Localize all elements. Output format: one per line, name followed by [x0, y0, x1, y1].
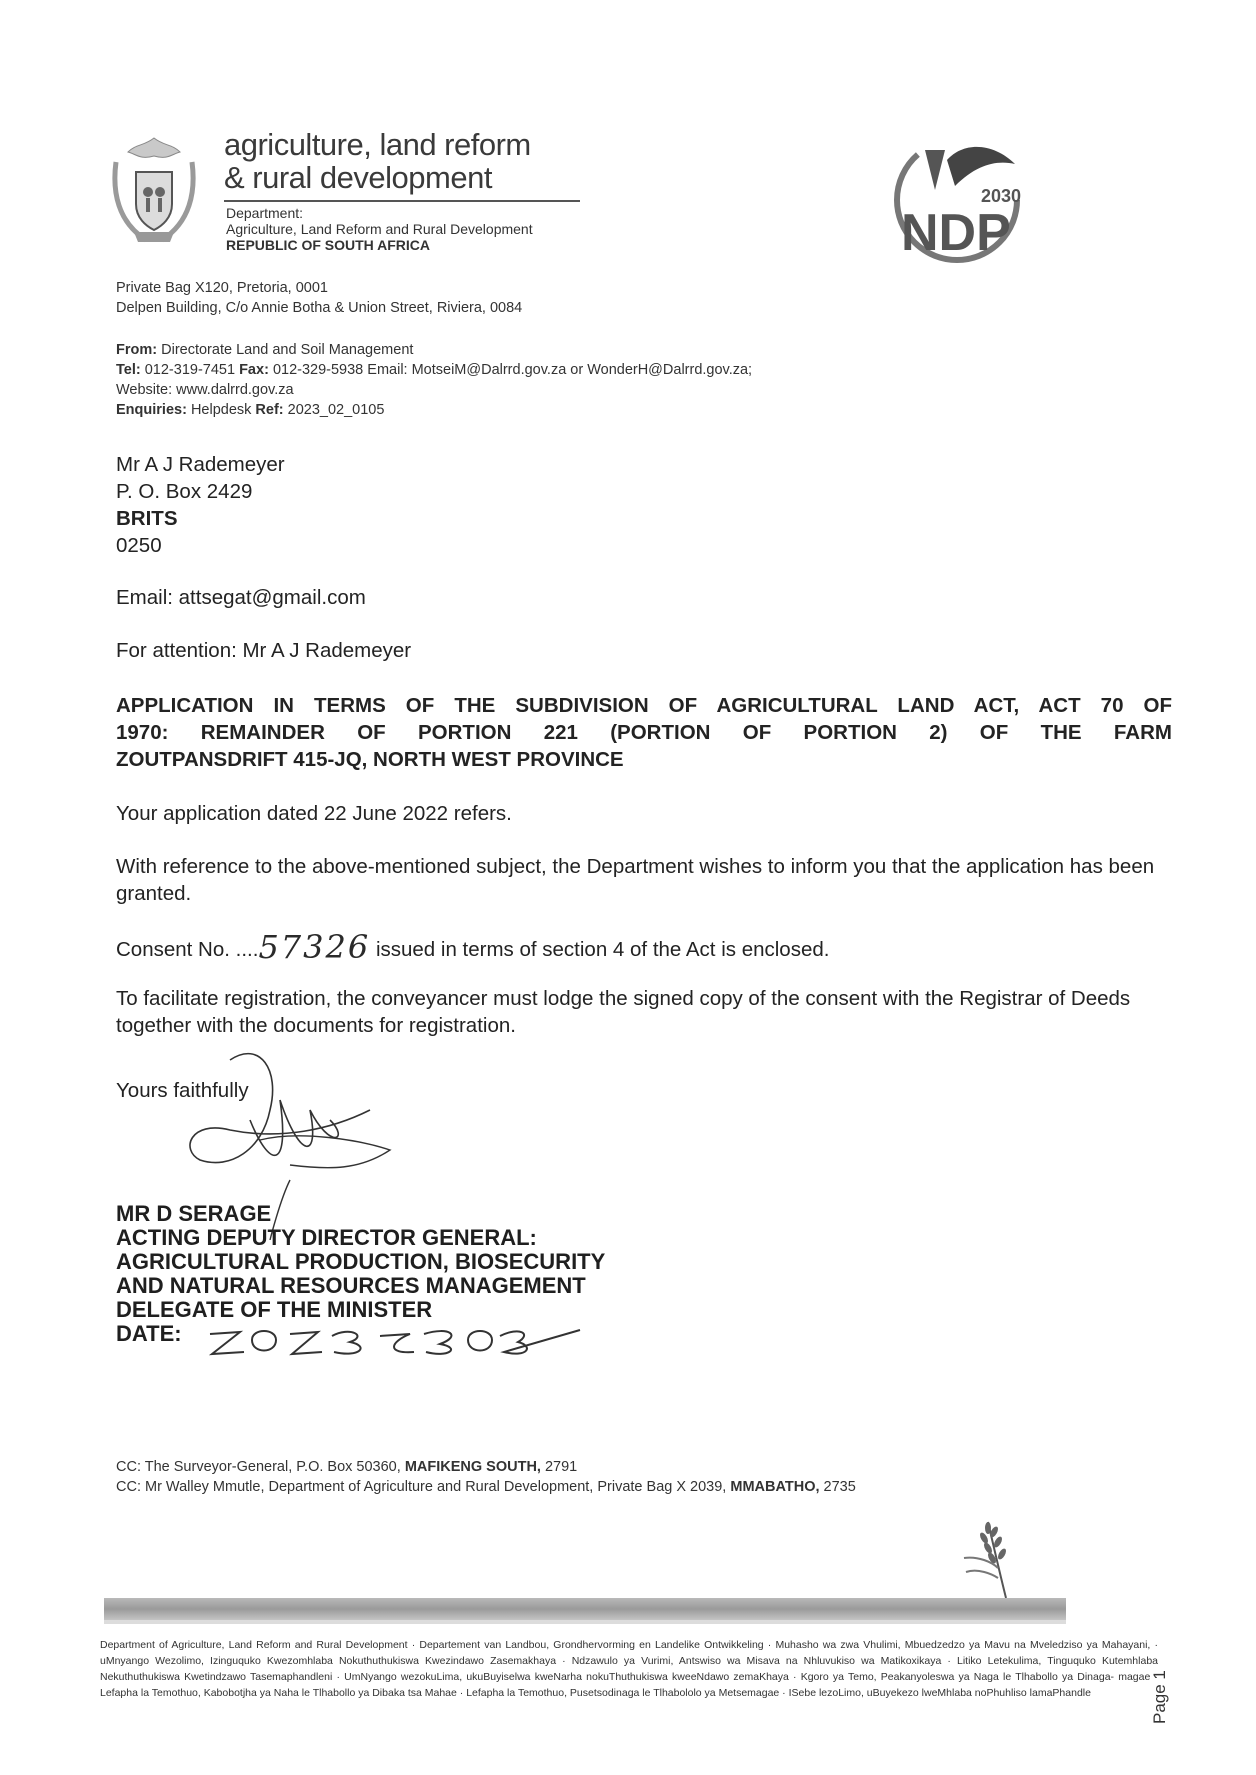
ndp-text: NDP: [901, 204, 1011, 262]
recipient-box: P. O. Box 2429: [116, 480, 253, 503]
recipient-name: Mr A J Rademeyer: [116, 453, 285, 476]
tel-fax-line: [116, 360, 752, 380]
letterhead-rule: [224, 200, 580, 202]
cc2-prefix: CC: Mr Walley Mmutle, Department of Agriculture and Rural Development, Private Bag X 2039,: [116, 1479, 727, 1495]
consent-line: [116, 928, 1172, 966]
ref-label: Ref:: [255, 402, 284, 418]
wheat-icon: [958, 1518, 1030, 1600]
tel-label: Tel:: [116, 362, 141, 378]
email-contacts: Email: MotseiM@Dalrrd.gov.za or WonderH@Dalrrd.gov.za;: [367, 362, 753, 378]
cc1-place: MAFIKENG SOUTH,: [404, 1459, 541, 1475]
website-line: Website: www.dalrrd.gov.za: [116, 382, 294, 398]
handwritten-date: [200, 1322, 590, 1362]
recipient-email: Email: attsegat@gmail.com: [116, 586, 366, 609]
signatory-title-4: DELEGATE OF THE MINISTER: [116, 1297, 433, 1322]
paragraph-granted: With reference to the above-mentioned subject, the Department wishes to inform you that the application has been granted.: [116, 855, 1155, 905]
department-full-name: Agriculture, Land Reform and Rural Development: [226, 221, 533, 237]
consent-suffix: issued in terms of section 4 of the Act is enclosed.: [375, 938, 830, 961]
department-name-line-2: & rural development: [224, 160, 492, 195]
department-label: Department:: [226, 205, 304, 221]
signatory-title-3: AND NATURAL RESOURCES MANAGEMENT: [116, 1273, 586, 1298]
recipient-town: BRITS: [116, 507, 178, 530]
signatory-title-2: AGRICULTURAL PRODUCTION, BIOSECURITY: [116, 1249, 606, 1274]
cc-surveyor-general: [116, 1457, 856, 1477]
paragraph-application-date: Your application dated 22 June 2022 refers.: [116, 802, 512, 825]
ndp-year: 2030: [981, 186, 1022, 206]
attention-line: For attention: Mr A J Rademeyer: [116, 639, 412, 662]
from-label: From:: [116, 342, 158, 358]
fax-label: Fax:: [239, 362, 269, 378]
fax-value: 012-329-5938: [272, 362, 364, 378]
cc-list: [116, 1457, 856, 1497]
subject-line-2: 1970: REMAINDER OF PORTION 221 (PORTION OF PORTION 2) OF THE FARM: [116, 721, 1172, 744]
coat-of-arms-logo: [106, 132, 202, 250]
paragraph-registration: To facilitate registration, the conveyancer must lodge the signed copy of the consent with the Registrar of Deeds together with the documents for registration.: [116, 987, 1131, 1037]
closing-salutation: Yours faithfully: [116, 1079, 249, 1102]
page-number-text: Page 1: [1150, 1670, 1169, 1724]
footer-band-underline: [104, 1620, 1066, 1624]
republic-label: REPUBLIC OF SOUTH AFRICA: [226, 237, 431, 253]
recipient-code: 0250: [116, 534, 162, 557]
cc1-code: 2791: [544, 1459, 578, 1475]
address-line-2: Delpen Building, C/o Annie Botha & Union Street, Riviera, 0084: [116, 300, 523, 316]
department-name-heading: [224, 128, 531, 194]
enquiries-label: Enquiries:: [116, 402, 187, 418]
department-name-line-1: agriculture, land reform: [224, 127, 531, 162]
ref-value: 2023_02_0105: [287, 402, 385, 418]
subject-line-1: APPLICATION IN TERMS OF THE SUBDIVISION OF AGRICULTURAL LAND ACT, ACT 70 OF: [116, 694, 1172, 717]
subject-heading: [116, 692, 1172, 773]
address-line-1: Private Bag X120, Pretoria, 0001: [116, 280, 328, 296]
consent-number: 57326: [258, 928, 371, 966]
footer-band: [104, 1598, 1066, 1620]
subject-line-3: ZOUTPANSDRIFT 415-JQ, NORTH WEST PROVINCE: [116, 748, 624, 771]
cc-mmutle: [116, 1477, 856, 1497]
from-value: Directorate Land and Soil Management: [161, 342, 414, 358]
enquiries-value: Helpdesk: [190, 402, 252, 418]
postal-address: [116, 278, 522, 318]
recipient-address: [116, 451, 1172, 559]
footer-multilingual-text: Department of Agriculture, Land Reform and Rural Development · Departement van Landbou, Grondhervorming en Landelike Ontwikkeling · Muhasho wa zwa Vhulimi, Mbuedzedzo ya Mavu na Mveledziso ya Mahayani, · uMnyango Wezolimo, Izinguquko Kwezomhlaba Nokuthuthukiswa Kwezindawo Zasemakhaya · Ndzawulo ya Vurimi, Antswiso wa Misava na Nhluvukiso wa Matikoxikaya · Litiko Letekulima, Tinguquko Kutemhlaba Nekuthuthukiswa Kwetindzawo Tasemaphandleni · UmNyango wezokuLima, ukuBuyiselwa kweNarha nokuThuthukiswa kweeNdawo zemaKhaya · Kgoro ya Temo, Peakanyoleswa ya Naga le Tlhabollo ya Dinaga- magae · Lefapha la Temothuo, Kabobotjha ya Naha le Tlhabollo ya Dibaka tsa Mahae · Lefapha la Temothuo, Pusetsodinaga le Tlhabololo ya Metsemagae · ISebe lezoLimo, uBuyekezo lweMhlaba noPhuhliso lamaPhandle: [100, 1639, 1158, 1699]
enquiries-line: [116, 400, 752, 420]
signatory-title-1: ACTING DEPUTY DIRECTOR GENERAL:: [116, 1225, 537, 1250]
cc2-code: 2735: [823, 1479, 856, 1495]
cc1-prefix: CC: The Surveyor-General, P.O. Box 50360,: [116, 1459, 401, 1475]
page-number-label: [1150, 1640, 1170, 1740]
department-descriptor: [226, 205, 533, 253]
ndp-2030-logo: [885, 130, 1027, 270]
signatory-name: MR D SERAGE: [116, 1201, 272, 1226]
from-line: [116, 340, 752, 360]
consent-prefix: Consent No. ....: [116, 938, 259, 961]
date-label: DATE:: [116, 1321, 182, 1346]
tel-value: 012-319-7451: [144, 362, 236, 378]
cc2-place: MMABATHO,: [730, 1479, 820, 1495]
from-block: [116, 340, 752, 420]
